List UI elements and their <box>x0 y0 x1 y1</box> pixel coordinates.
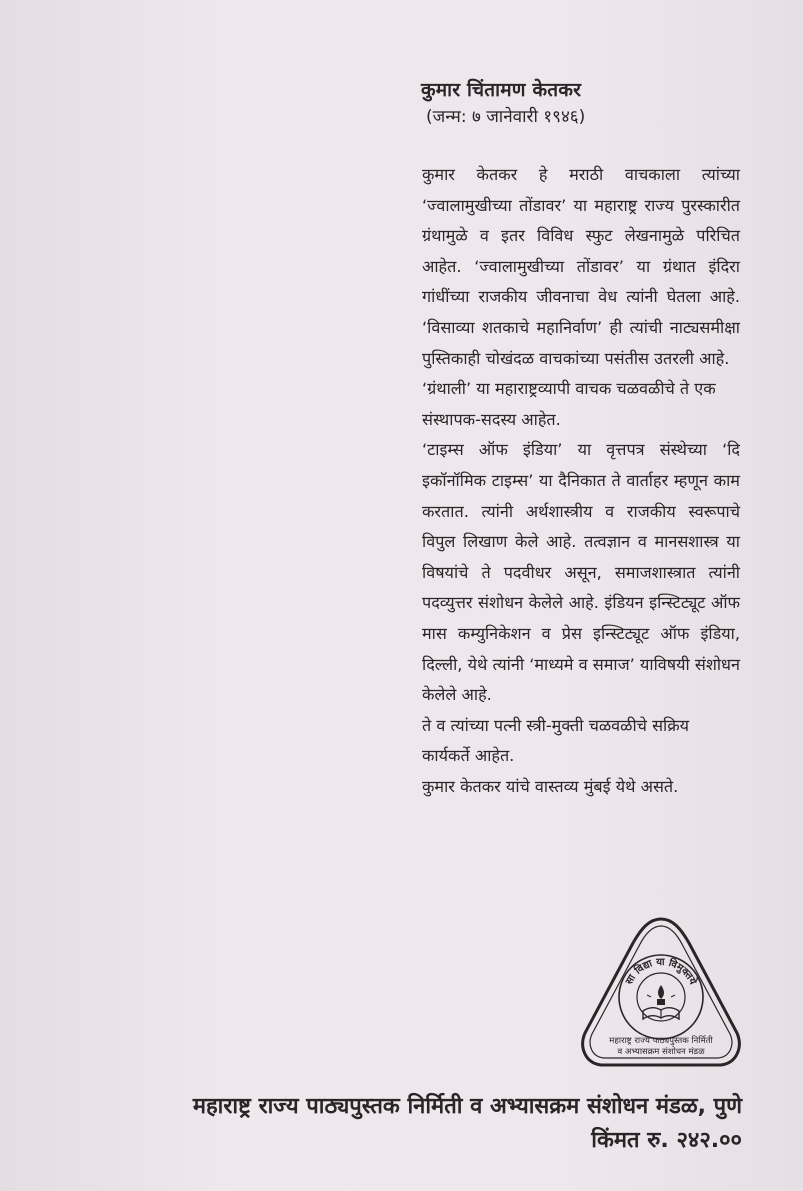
bio-paragraph-2: ‘ग्रंथाली’ या महाराष्ट्रव्यापी वाचक चळवळीचे ते एक संस्थापक-सदस्य आहेत. <box>422 379 716 429</box>
svg-text:सा विद्या या विमुक्तये <box>624 956 701 988</box>
author-biography <box>422 160 740 802</box>
price-amount: २४२.०० <box>676 1128 742 1153</box>
logo-ring-text-1: महाराष्ट्र राज्य पाठ्यपुस्तक निर्मिती <box>609 1036 713 1046</box>
publisher-emblem-icon <box>577 915 745 1075</box>
price <box>456 1124 742 1154</box>
bio-paragraph-5: कुमार केतकर यांचे वास्तव्य मुंबई येथे असते. <box>422 776 679 796</box>
author-name: कुमार चिंतामण केतकर <box>421 79 582 101</box>
bio-paragraph-1: कुमार केतकर हे मराठी वाचकाला त्यांच्या ‘ज्वालामुखीच्या तोंडावर’ या महाराष्ट्र राज्य पुरस्कारीत ग्रंथामुळे व इतर विविध स्फुट लेखनामुळे परिचित आहेत. ‘ज्वालामुखीच्या तोंडावर’ या ग्रंथात इंदिरा गांधींच्या राजकीय जीवनाचा वेध त्यांनी घेतला आहे. ‘विसाव्या शतकाचे महानिर्वाण’ ही त्यांची नाट्यसमीक्षा पुस्तिकाही चोखंदळ वाचकांच्या पसंतीस उतरली आहे. <box>422 165 740 368</box>
bio-paragraph-3: ‘टाइम्स ऑफ इंडिया’ या वृत्तपत्र संस्थेच्या ‘दि इकॉनॉमिक टाइम्स’ या दैनिकात ते वार्ताहर म्हणून काम करतात. त्यांनी अर्थशास्त्रीय व राजकीय स्वरूपाचे विपुल लिखाण केले आहे. तत्वज्ञान व मानसशास्त्र या विषयांचे ते पदवीधर असून, समाजशास्त्रात त्यांनी पदव्युत्तर संशोधन केलेले आहे. इंडियन इन्स्टिट्यूट ऑफ मास कम्युनिकेशन व प्रेस इन्स्टिट्यूट ऑफ इंडिया, दिल्ली, येथे त्यांनी ‘माध्यमे व समाज’ याविषयी संशोधन केलेले आहे. <box>422 440 740 705</box>
logo-ring-text-2: व अभ्यासक्रम संशोधन मंडळ <box>617 1047 705 1057</box>
bio-paragraph-4: ते व त्यांच्या पत्नी स्त्री-मुक्ती चळवळीचे सक्रिय कार्यकर्ते आहेत. <box>422 715 690 766</box>
publisher-name: महाराष्ट्र राज्य पाठ्यपुस्तक निर्मिती व अभ्यासक्रम संशोधन मंडळ, पुणे <box>192 1094 742 1119</box>
logo-motto: सा विद्या या विमुक्तये <box>624 956 699 987</box>
author-birth-date: (जन्म: ७ जानेवारी १९४६) <box>426 107 586 127</box>
price-label: किंमत रु. <box>591 1128 669 1153</box>
